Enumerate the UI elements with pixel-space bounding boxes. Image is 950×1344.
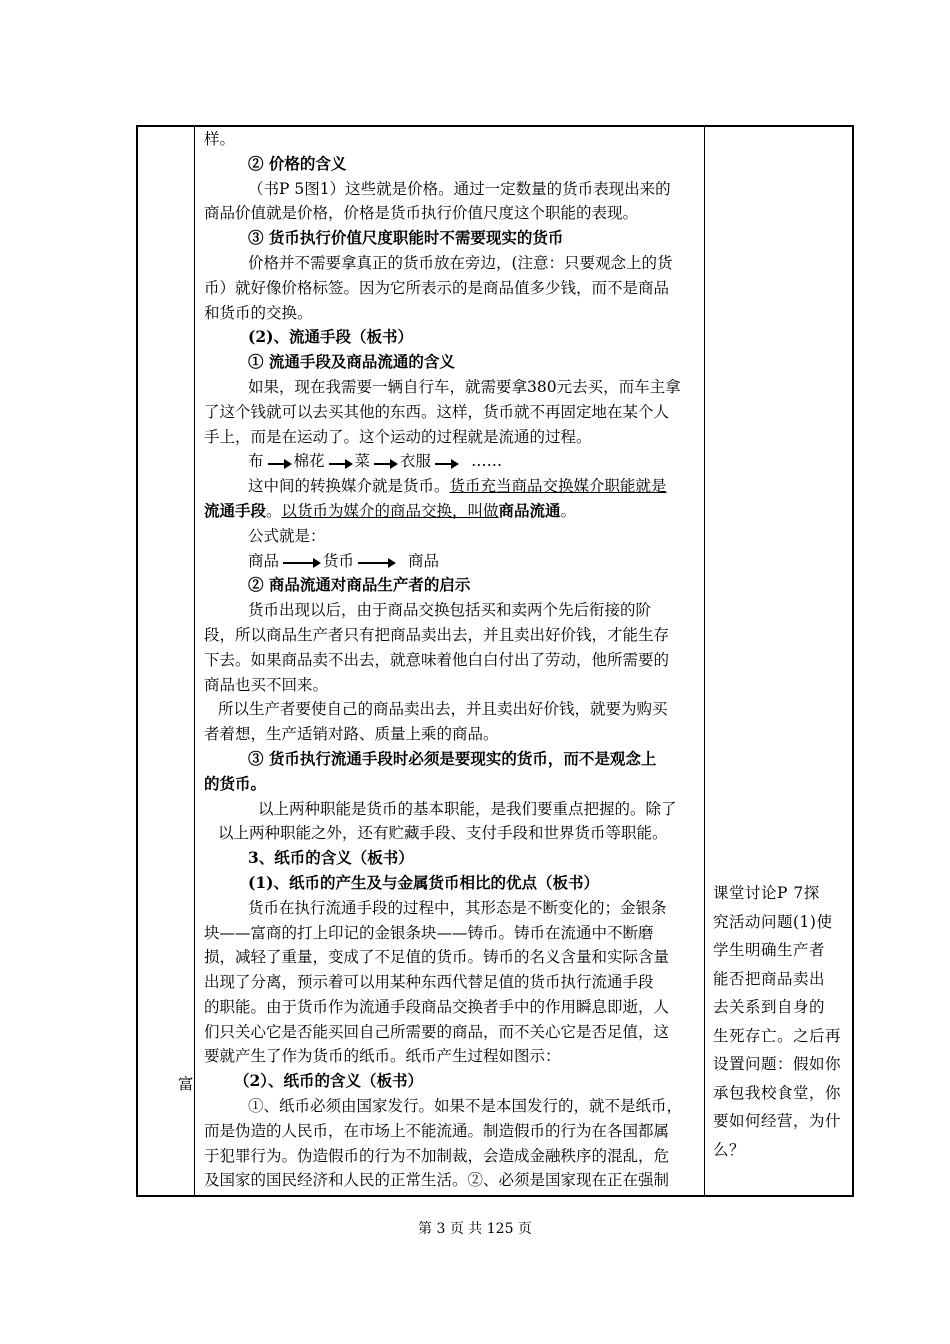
heading-real-money: ③ 货币执行流通手段时必须是要现实的货币，而不是观念上 bbox=[248, 748, 657, 768]
side-note-line: 要如何经营，为什 bbox=[713, 1112, 842, 1130]
medium-sentence-cont bbox=[196, 499, 704, 524]
text-line: 所以生产者要使自己的商品卖出去，并且卖出好价钱，就要为购买 bbox=[218, 700, 668, 719]
text-line: 如果，现在我需要一辆自行车，就需要拿380元去买，而车主拿 bbox=[248, 377, 681, 396]
column-divider bbox=[194, 127, 195, 1195]
text-line: 货币出现以后，由于商品交换包括买和卖两个先后衔接的阶 bbox=[248, 601, 652, 620]
text-line: 的职能。由于货币作为流通手段商品交换者手中的作用瞬息即逝，人 bbox=[204, 997, 670, 1016]
main-content-column bbox=[196, 127, 704, 1195]
chain-item: 衣服 bbox=[400, 452, 432, 471]
column-divider bbox=[704, 127, 705, 1195]
arrow-icon bbox=[374, 463, 396, 465]
text-line: 损，减轻了重量，变成了不足值的货币。铸币的名义含量和实际含量 bbox=[204, 948, 670, 967]
heading-paper-money-meaning: （2）、纸币的含义（板书） bbox=[234, 1071, 424, 1091]
side-note-line: 究活动问题(1)使 bbox=[713, 912, 833, 931]
text-line: 价格并不需要拿真正的货币放在旁边，(注意：只要观念上的货 bbox=[248, 253, 673, 272]
formula-item: 商品 bbox=[408, 551, 440, 570]
text-line: 下去。如果商品卖不出去，就意味着他白白付出了劳动，他所需要的 bbox=[204, 650, 670, 669]
text-line: 及国家的国民经济和人民的正常生活。②、必须是国家现在正在强制 bbox=[204, 1171, 670, 1190]
side-notes-column bbox=[713, 879, 853, 1164]
heading-circulation: (2)、流通手段（板书） bbox=[248, 327, 413, 347]
text-line: 块——富商的打上印记的金银条块——铸币。铸币在流通中不断磨 bbox=[204, 923, 654, 942]
formula-item: 商品 bbox=[248, 551, 280, 570]
medium-sentence bbox=[196, 474, 704, 499]
text-line: 们只关心它是否能买回自己所需要的商品，而不关心它是否足值，这 bbox=[204, 1022, 670, 1041]
arrow-icon bbox=[358, 562, 394, 564]
text-line: 以上两种职能之外，还有贮藏手段、支付手段和世界货币等职能。 bbox=[218, 824, 668, 843]
text-line: 出现了分离，预示着可以用某种东西代替足值的货币执行流通手段 bbox=[204, 973, 654, 992]
medium-text: 这中间的转换媒介就是货币。 bbox=[248, 477, 450, 496]
side-note-line: 生死存亡。之后再 bbox=[713, 1026, 842, 1045]
side-note-line: 承包我校食堂，你 bbox=[713, 1083, 842, 1102]
side-note-line: 学生明确生产者 bbox=[713, 941, 826, 959]
chain-item: 菜 bbox=[354, 452, 371, 471]
heading-value-measure: ③ 货币执行价值尺度职能时不需要现实的货币 bbox=[248, 228, 564, 248]
formula-label: 公式就是： bbox=[248, 526, 326, 545]
heading-producer-lesson: ② 商品流通对商品生产者的启示 bbox=[248, 575, 471, 595]
medium-definition: 货币充当商品交换媒介职能就是 bbox=[449, 477, 667, 496]
heading-circulation-meaning: ① 流通手段及商品流通的含义 bbox=[248, 352, 455, 372]
text-line: 了这个钱就可以去买其他的东西。这样，货币就不再固定地在某个人 bbox=[204, 402, 670, 421]
heading-paper-money: 3、纸币的含义（板书） bbox=[248, 848, 414, 868]
side-note-line: 能否把商品卖出 bbox=[713, 969, 826, 988]
commodity-circulation-definition: 以货币为媒介的商品交换，叫做 bbox=[281, 501, 499, 520]
lesson-table bbox=[136, 125, 854, 1197]
side-note-line: 设置问题：假如你 bbox=[713, 1055, 842, 1073]
text-line: 和货币的交换。 bbox=[204, 303, 313, 322]
formula bbox=[196, 549, 704, 574]
page-footer: 第 3 页 共 125 页 bbox=[418, 1221, 532, 1237]
side-note-line: 去关系到自身的 bbox=[713, 998, 826, 1016]
text-line: 要就产生了作为货币的纸币。纸币产生过程如图示： bbox=[204, 1047, 561, 1066]
heading-real-money-cont: 的货币。 bbox=[204, 773, 267, 793]
chain-item: 棉花 bbox=[293, 452, 325, 471]
text-line: ①、纸币必须由国家发行。如果不是本国发行的，就不是纸币， bbox=[248, 1097, 683, 1116]
side-note-line: 么？ bbox=[713, 1140, 746, 1159]
text-line: 商品价值就是价格，价格是货币执行价值尺度这个职能的表现。 bbox=[204, 204, 639, 223]
arrow-icon bbox=[435, 463, 457, 465]
punct: 。 bbox=[560, 501, 577, 520]
text-line: （书P 5图1）这些就是价格。通过一定数量的货币表现出来的 bbox=[248, 179, 671, 198]
text-line: 币）就好像价格标签。因为它所表示的是商品值多少钱，而不是商品 bbox=[204, 278, 670, 297]
text-line: 样。 bbox=[204, 130, 236, 148]
left-column bbox=[178, 1072, 196, 1094]
text-line: 者着想，生产适销对路、质量上乘的商品。 bbox=[204, 725, 499, 744]
punct: 。 bbox=[266, 501, 282, 520]
left-column-char: 富 bbox=[178, 1075, 194, 1093]
heading-paper-money-origin: (1)、纸币的产生及与金属货币相比的优点（板书） bbox=[248, 872, 599, 892]
term-commodity-circulation: 商品流通 bbox=[498, 500, 561, 520]
text-line: 货币在执行流通手段的过程中，其形态是不断变化的；金银条 bbox=[248, 898, 667, 917]
term-circulation-means: 流通手段 bbox=[204, 500, 267, 520]
exchange-chain bbox=[196, 449, 704, 474]
chain-item: …… bbox=[471, 452, 503, 471]
text-line: 于犯罪行为。伪造假币的行为不加制裁，会造成金融秩序的混乱，危 bbox=[204, 1146, 670, 1165]
text-line: 手上，而是在运动了。这个运动的过程就是流通的过程。 bbox=[204, 427, 592, 446]
text-line: 以上两种职能是货币的基本职能，是我们要重点把握的。除了 bbox=[258, 799, 677, 818]
formula-item: 货币 bbox=[323, 551, 355, 570]
text-line: 段，所以商品生产者只有把商品卖出去，并且卖出好价钱，才能生存 bbox=[204, 625, 670, 644]
arrow-icon bbox=[283, 562, 319, 564]
heading-price-meaning: ② 价格的含义 bbox=[248, 153, 347, 173]
side-note-line: 课堂讨论P 7探 bbox=[713, 884, 820, 902]
text-line: 商品也买不回来。 bbox=[204, 675, 329, 694]
arrow-icon bbox=[268, 463, 290, 465]
chain-item: 布 bbox=[248, 452, 264, 471]
text-line: 而是伪造的人民币，在市场上不能流通。制造假币的行为在各国都属 bbox=[204, 1121, 670, 1140]
arrow-icon bbox=[329, 463, 351, 465]
